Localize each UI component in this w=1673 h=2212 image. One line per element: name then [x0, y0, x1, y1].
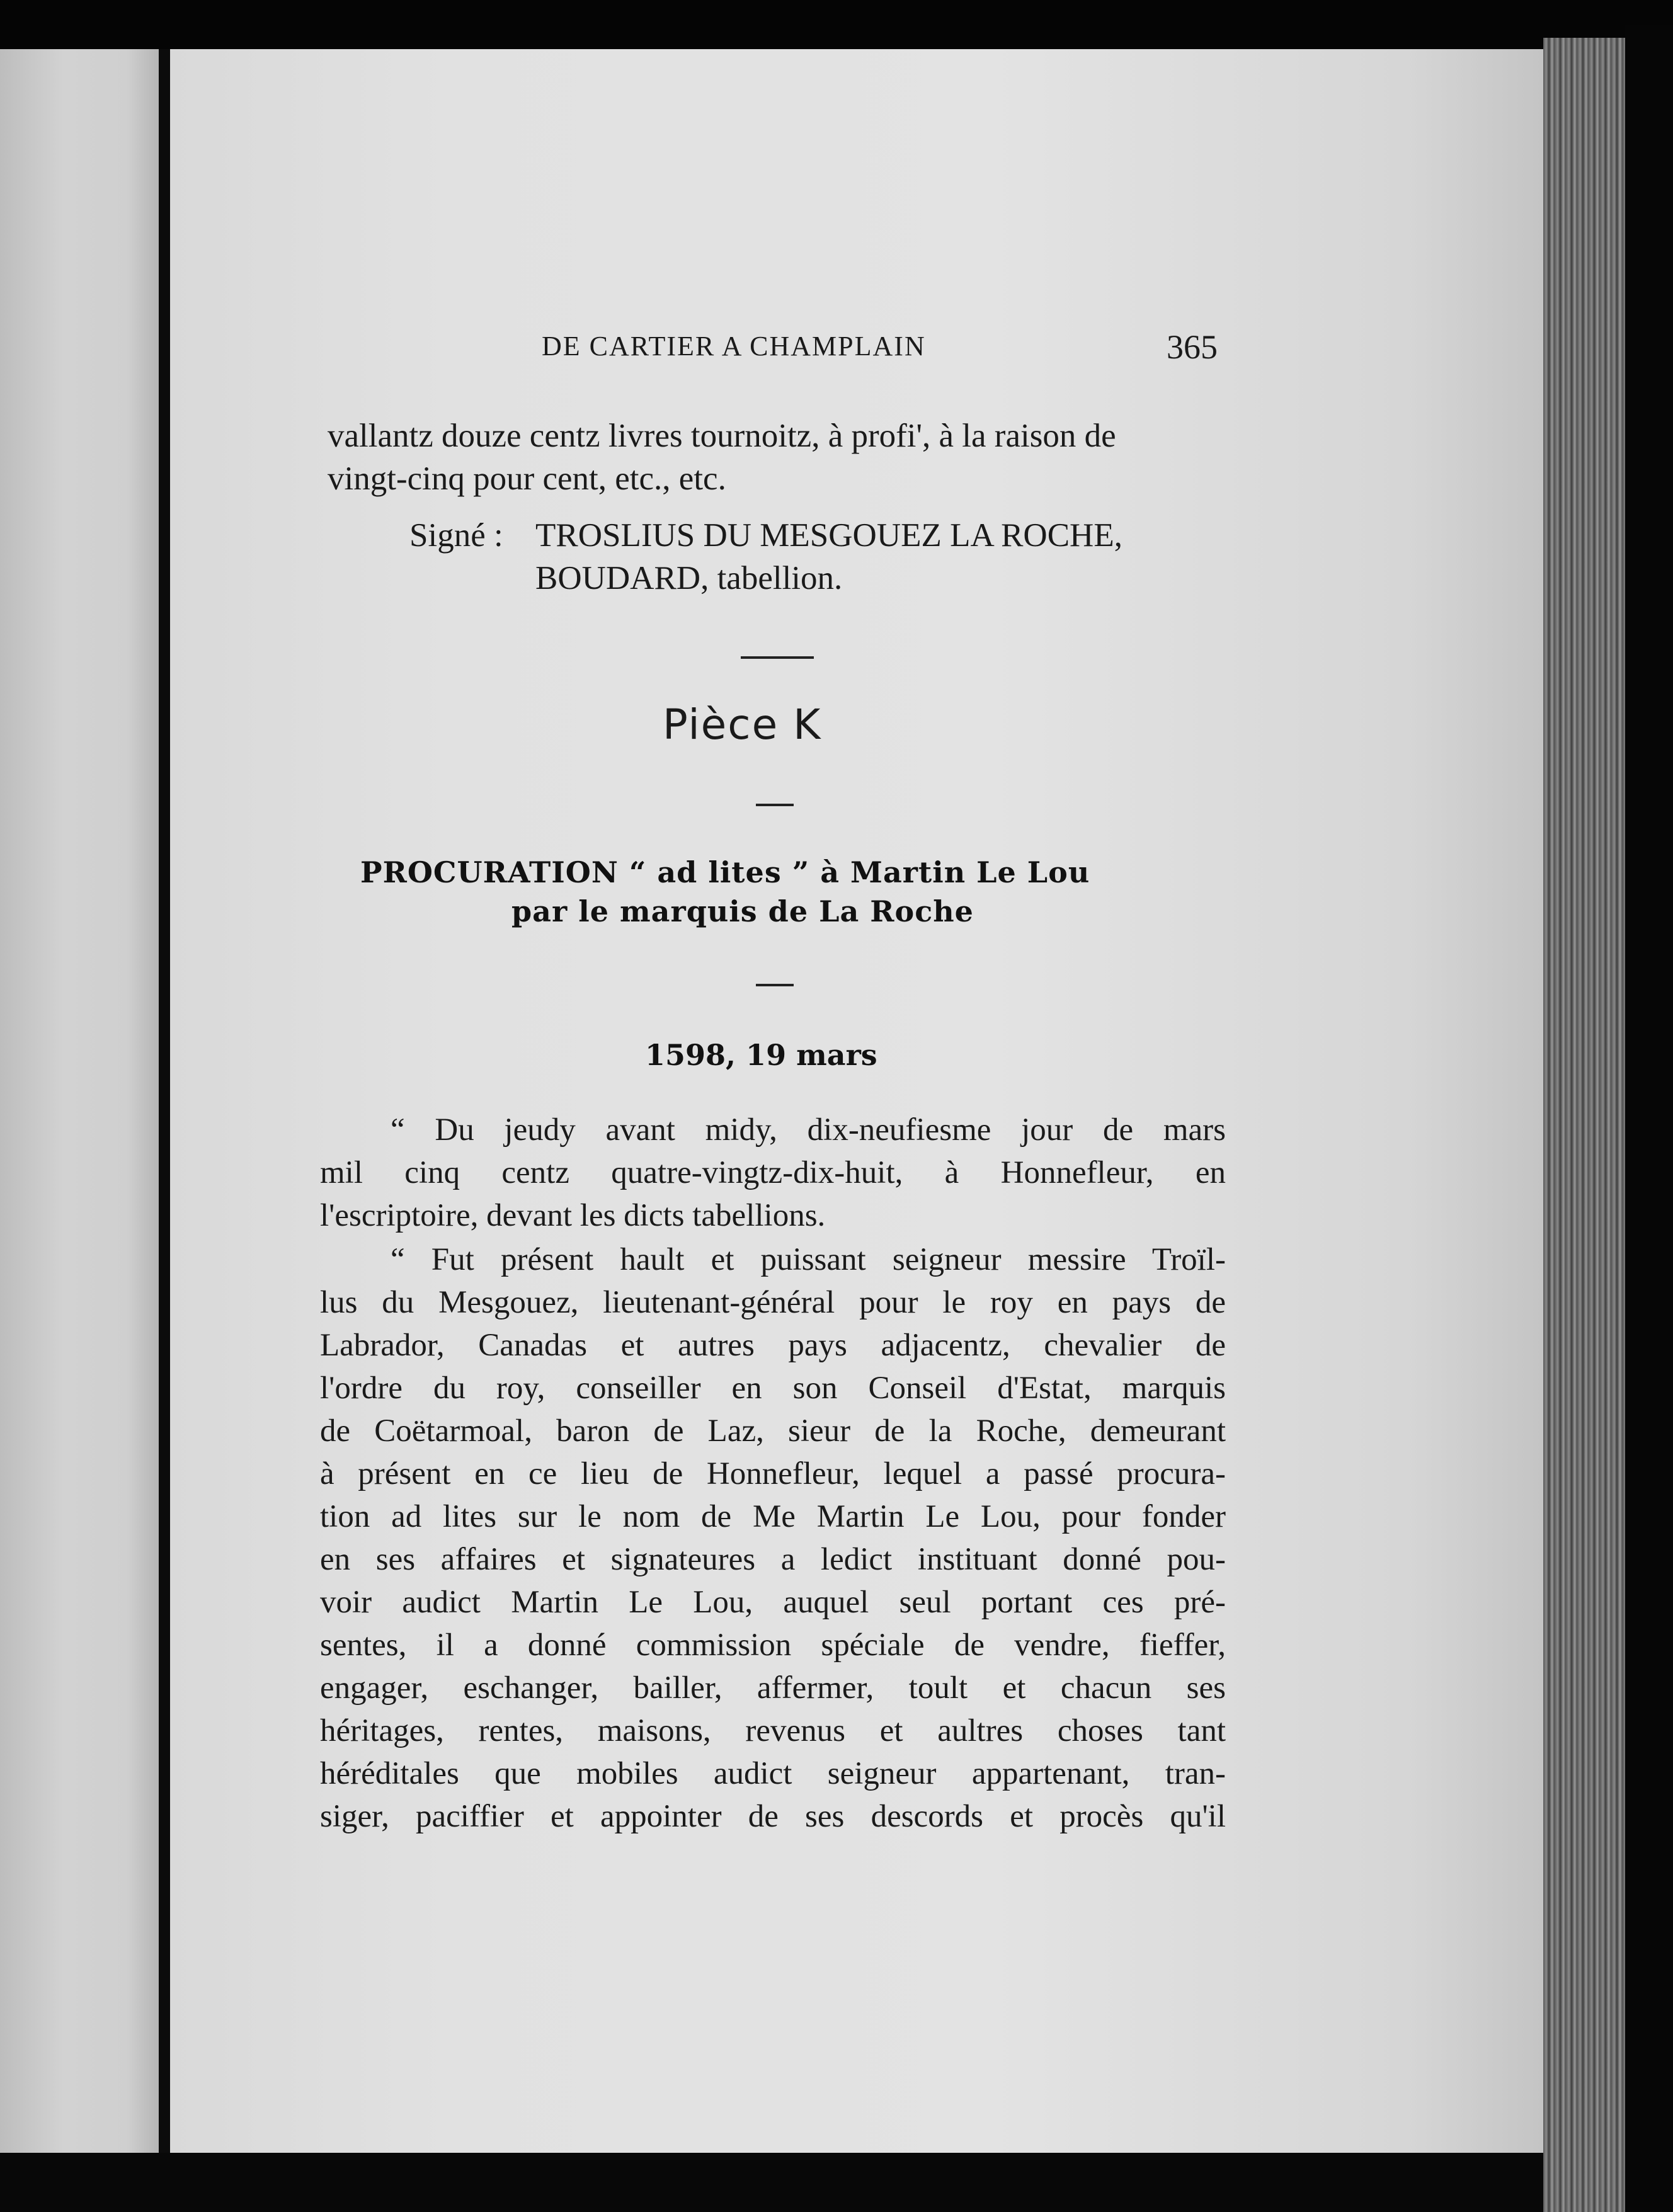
running-head: DE CARTIER A CHAMPLAIN	[542, 331, 926, 362]
separator-rule-3	[756, 984, 794, 986]
paragraph-1-line: “ Du jeudy avant midy, dix-neufiesme jour de mars	[391, 1112, 1226, 1148]
signature-line-1: TROSLIUS DU MESGOUEZ LA ROCHE,	[535, 517, 1122, 554]
document-heading-line-2: par le marquis de La Roche	[511, 894, 974, 928]
paragraph-1-line: mil cinq centz quatre-vingtz-dix-huit, à Honnefleur, en	[320, 1155, 1226, 1190]
separator-rule-1	[741, 656, 814, 659]
paragraph-2-line: voir audict Martin Le Lou, auquel seul portant ces pré-	[320, 1585, 1226, 1620]
continuation-line-1: vallantz douze centz livres tournoitz, à profi', à la raison de	[328, 418, 1116, 454]
paragraph-2-line: héréditales que mobiles audict seigneur appartenant, tran-	[320, 1756, 1226, 1791]
paragraph-2-line: en ses affaires et signateures a ledict instituant donné pou-	[320, 1542, 1226, 1577]
document-heading-line-1: PROCURATION “ ad lites ” à Martin Le Lou	[360, 855, 1090, 889]
paragraph-2-line: de Coëtarmoal, baron de Laz, sieur de la Roche, demeurant	[320, 1413, 1226, 1449]
paragraph-2-line: lus du Mesgouez, lieutenant-général pour le roy en pays de	[320, 1285, 1226, 1320]
paragraph-2-line: à présent en ce lieu de Honnefleur, lequel a passé procura-	[320, 1456, 1226, 1491]
page-number: 365	[1167, 328, 1218, 366]
paragraph-2-line: tion ad lites sur le nom de Me Martin Le Lou, pour fonder	[320, 1499, 1226, 1534]
scanner-bottom-border	[0, 2153, 1543, 2212]
signature-label: Signé :	[409, 517, 503, 554]
page-stack-edges	[1543, 38, 1625, 2212]
paragraph-2-line: engager, eschanger, bailler, affermer, toult et chacun ses	[320, 1670, 1226, 1706]
scanner-top-border	[0, 0, 1673, 49]
scanner-right-border	[1625, 25, 1673, 2212]
paragraph-2-line: héritages, rentes, maisons, revenus et aultres choses tant	[320, 1713, 1226, 1748]
paragraph-1-line: l'escriptoire, devant les dicts tabellions.	[320, 1198, 826, 1233]
paragraph-2-line: sentes, il a donné commission spéciale de vendre, fieffer,	[320, 1628, 1226, 1663]
signature-line-2: BOUDARD, tabellion.	[535, 560, 843, 596]
paragraph-2	[320, 1238, 1226, 1838]
paragraph-1	[320, 1109, 1226, 1237]
paragraph-2-line: l'ordre du roy, conseiller en son Conseil d'Estat, marquis	[320, 1371, 1226, 1406]
paragraph-2-line: Labrador, Canadas et autres pays adjacentz, chevalier de	[320, 1328, 1226, 1363]
separator-rule-2	[756, 804, 794, 806]
piece-title: Pièce K	[663, 700, 822, 749]
previous-page-edge	[0, 49, 159, 2165]
book-gutter	[159, 49, 170, 2191]
paragraph-2-line: “ Fut présent hault et puissant seigneur messire Troïl-	[391, 1242, 1226, 1277]
continuation-line-2: vingt-cinq pour cent, etc., etc.	[328, 460, 726, 497]
date-heading: 1598, 19 mars	[645, 1038, 877, 1072]
paragraph-2-line: siger, paciffier et appointer de ses descords et procès qu'il	[320, 1799, 1226, 1834]
